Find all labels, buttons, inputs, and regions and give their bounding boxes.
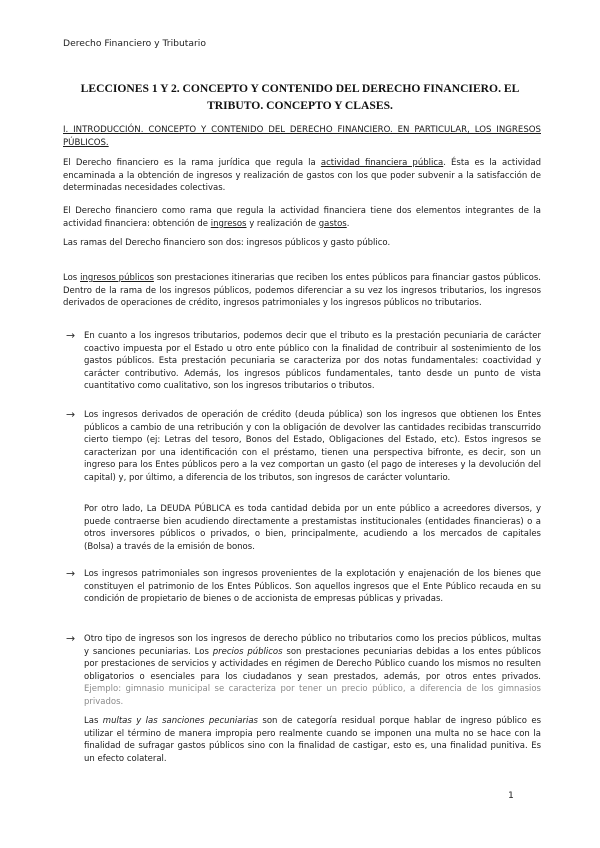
paragraph-financial-law: El Derecho financiero es la rama jurídica que regula la actividad financiera pública. Ésta es la actividad encaminada a la obtención de ingresos y realización de gastos con los que poder subvenir a la satisfacción de determinadas necesidades colectivas. bbox=[63, 158, 541, 194]
title-line-1: LECCIONES 1 Y 2. CONCEPTO Y CONTENIDO DEL DERECHO FINANCIERO. EL bbox=[80, 82, 520, 95]
paragraph-public-debt: Por otro lado, La DEUDA PÚBLICA es toda cantidad debida por un ente público a acreedores diversos, y puede contraerse bien acudiendo directamente a prestamistas institucionales (entidades financieras) o a otros inversores públicos o privados, o bien, principalmente, acudiendo a los mercados de capitales (Bolsa) a través de la emisión de bonos. bbox=[84, 504, 541, 552]
title-line-2: TRIBUTO. CONCEPTO Y CLASES. bbox=[207, 99, 393, 112]
arrow-icon: → bbox=[66, 567, 76, 580]
arrow-icon: → bbox=[66, 329, 76, 342]
paragraph-fines: Las multas y las sanciones pecuniarias son de categoría residual porque hablar de ingreso público es utilizar el término de manera impropia pero realmente cuando se imponen una multa no se hace con la finalidad de sufragar gastos públicos sino con la finalidad de castigar, esto es, una finalidad punitiva. Es un efecto colateral. bbox=[84, 716, 542, 764]
example-note: Ejemplo: gimnasio municipal se caracteriza por tener un precio público, a diferencia de los gimnasios privados. bbox=[84, 684, 541, 707]
italic-term: multas y las sanciones pecuniarias bbox=[102, 716, 258, 726]
paragraph-public-revenue: Los ingresos públicos son prestaciones itinerarias que reciben los entes públicos para financiar gastos públicos. Dentro de la rama de los ingresos públicos, podemos diferenciar a su vez los ingresos tributarios, los ingresos derivados de operaciones de crédito, ingresos patrimoniales y los ingresos públicos no tributarios. bbox=[63, 273, 541, 309]
underlined-term: actividad financiera pública bbox=[320, 158, 444, 168]
section-heading: I. INTRODUCCIÓN. CONCEPTO Y CONTENIDO DEL DERECHO FINANCIERO. EN PARTICULAR, LOS INGRESOS PÚBLICOS. bbox=[63, 125, 541, 148]
underlined-term: ingresos públicos bbox=[80, 273, 154, 283]
arrow-icon: → bbox=[66, 632, 76, 645]
bullet-patrimonial-revenue: Los ingresos patrimoniales son ingresos provenientes de la explotación y enajenación de los bienes que constituyen el patrimonio de los Entes Públicos. Son aquellos ingresos que el Ente Público recauda en su condición de propietario de bienes o de accionista de empresas públicas y privadas. bbox=[84, 569, 541, 605]
paragraph-elements: El Derecho financiero como rama que regula la actividad financiera tiene dos elementos integrantes de la actividad financiera: obtención de ingresos y realización de gastos. bbox=[63, 206, 541, 229]
italic-term: precios públicos bbox=[212, 646, 283, 657]
page-header: Derecho Financiero y Tributario bbox=[63, 38, 206, 49]
paragraph-branches: Las ramas del Derecho financiero son dos: ingresos públicos y gasto público. bbox=[63, 238, 391, 248]
underlined-term: ingresos bbox=[210, 218, 247, 229]
arrow-icon: → bbox=[66, 408, 76, 421]
page-number: 1 bbox=[508, 790, 514, 801]
bullet-tax-revenue: En cuanto a los ingresos tributarios, podemos decir que el tributo es la prestación pecuniaria de carácter coactivo impuesta por el Estado u otro ente público con la finalidad de contribuir al sostenimiento de los gastos públicos. Esta prestación pecuniaria se caracteriza por dos notas fundamentales: coactividad y carácter contributivo. Además, los ingresos públicos fundamentales, tanto desde un punto de vista cuantitativo como cualitativo, son los ingresos tributarios o tributos. bbox=[84, 331, 541, 392]
bullet-non-tax-revenue: Otro tipo de ingresos son los ingresos de derecho público no tributarios como los precios públicos, multas y sanciones pecuniarias. Los precios públicos son prestaciones pecuniarias debidas a los entes públicos por prestaciones de servicios y actividades en régimen de Derecho Público cuando los mismos no resulten obligatorios o esenciales para los ciudadanos y sean prestados, además, por otros entes privados. Ejemplo: gimnasio municipal se caracteriza por tener un precio público, a diferencia de los gimnasios privados. bbox=[84, 634, 541, 707]
page-title bbox=[60, 80, 540, 114]
underlined-term: gastos bbox=[318, 218, 347, 229]
bullet-credit-revenue: Los ingresos derivados de operación de crédito (deuda pública) son los ingresos que obtienen los Entes públicos a cambio de una retribución y con la obligación de devolver las cantidades recibidas transcurrido cierto tiempo (ej: Letras del tesoro, Bonos del Estado, Obligaciones del Estado, etc). Estos ingresos se caracterizan por una identificación con el préstamo, tienen una perspectiva bifronte, es decir, son un ingreso para los Entes públicos pero a la vez comportan un gasto (el pago de intereses y la devolución del capital) y, por último, a diferencia de los tributos, son ingresos de carácter voluntario. bbox=[84, 410, 541, 483]
